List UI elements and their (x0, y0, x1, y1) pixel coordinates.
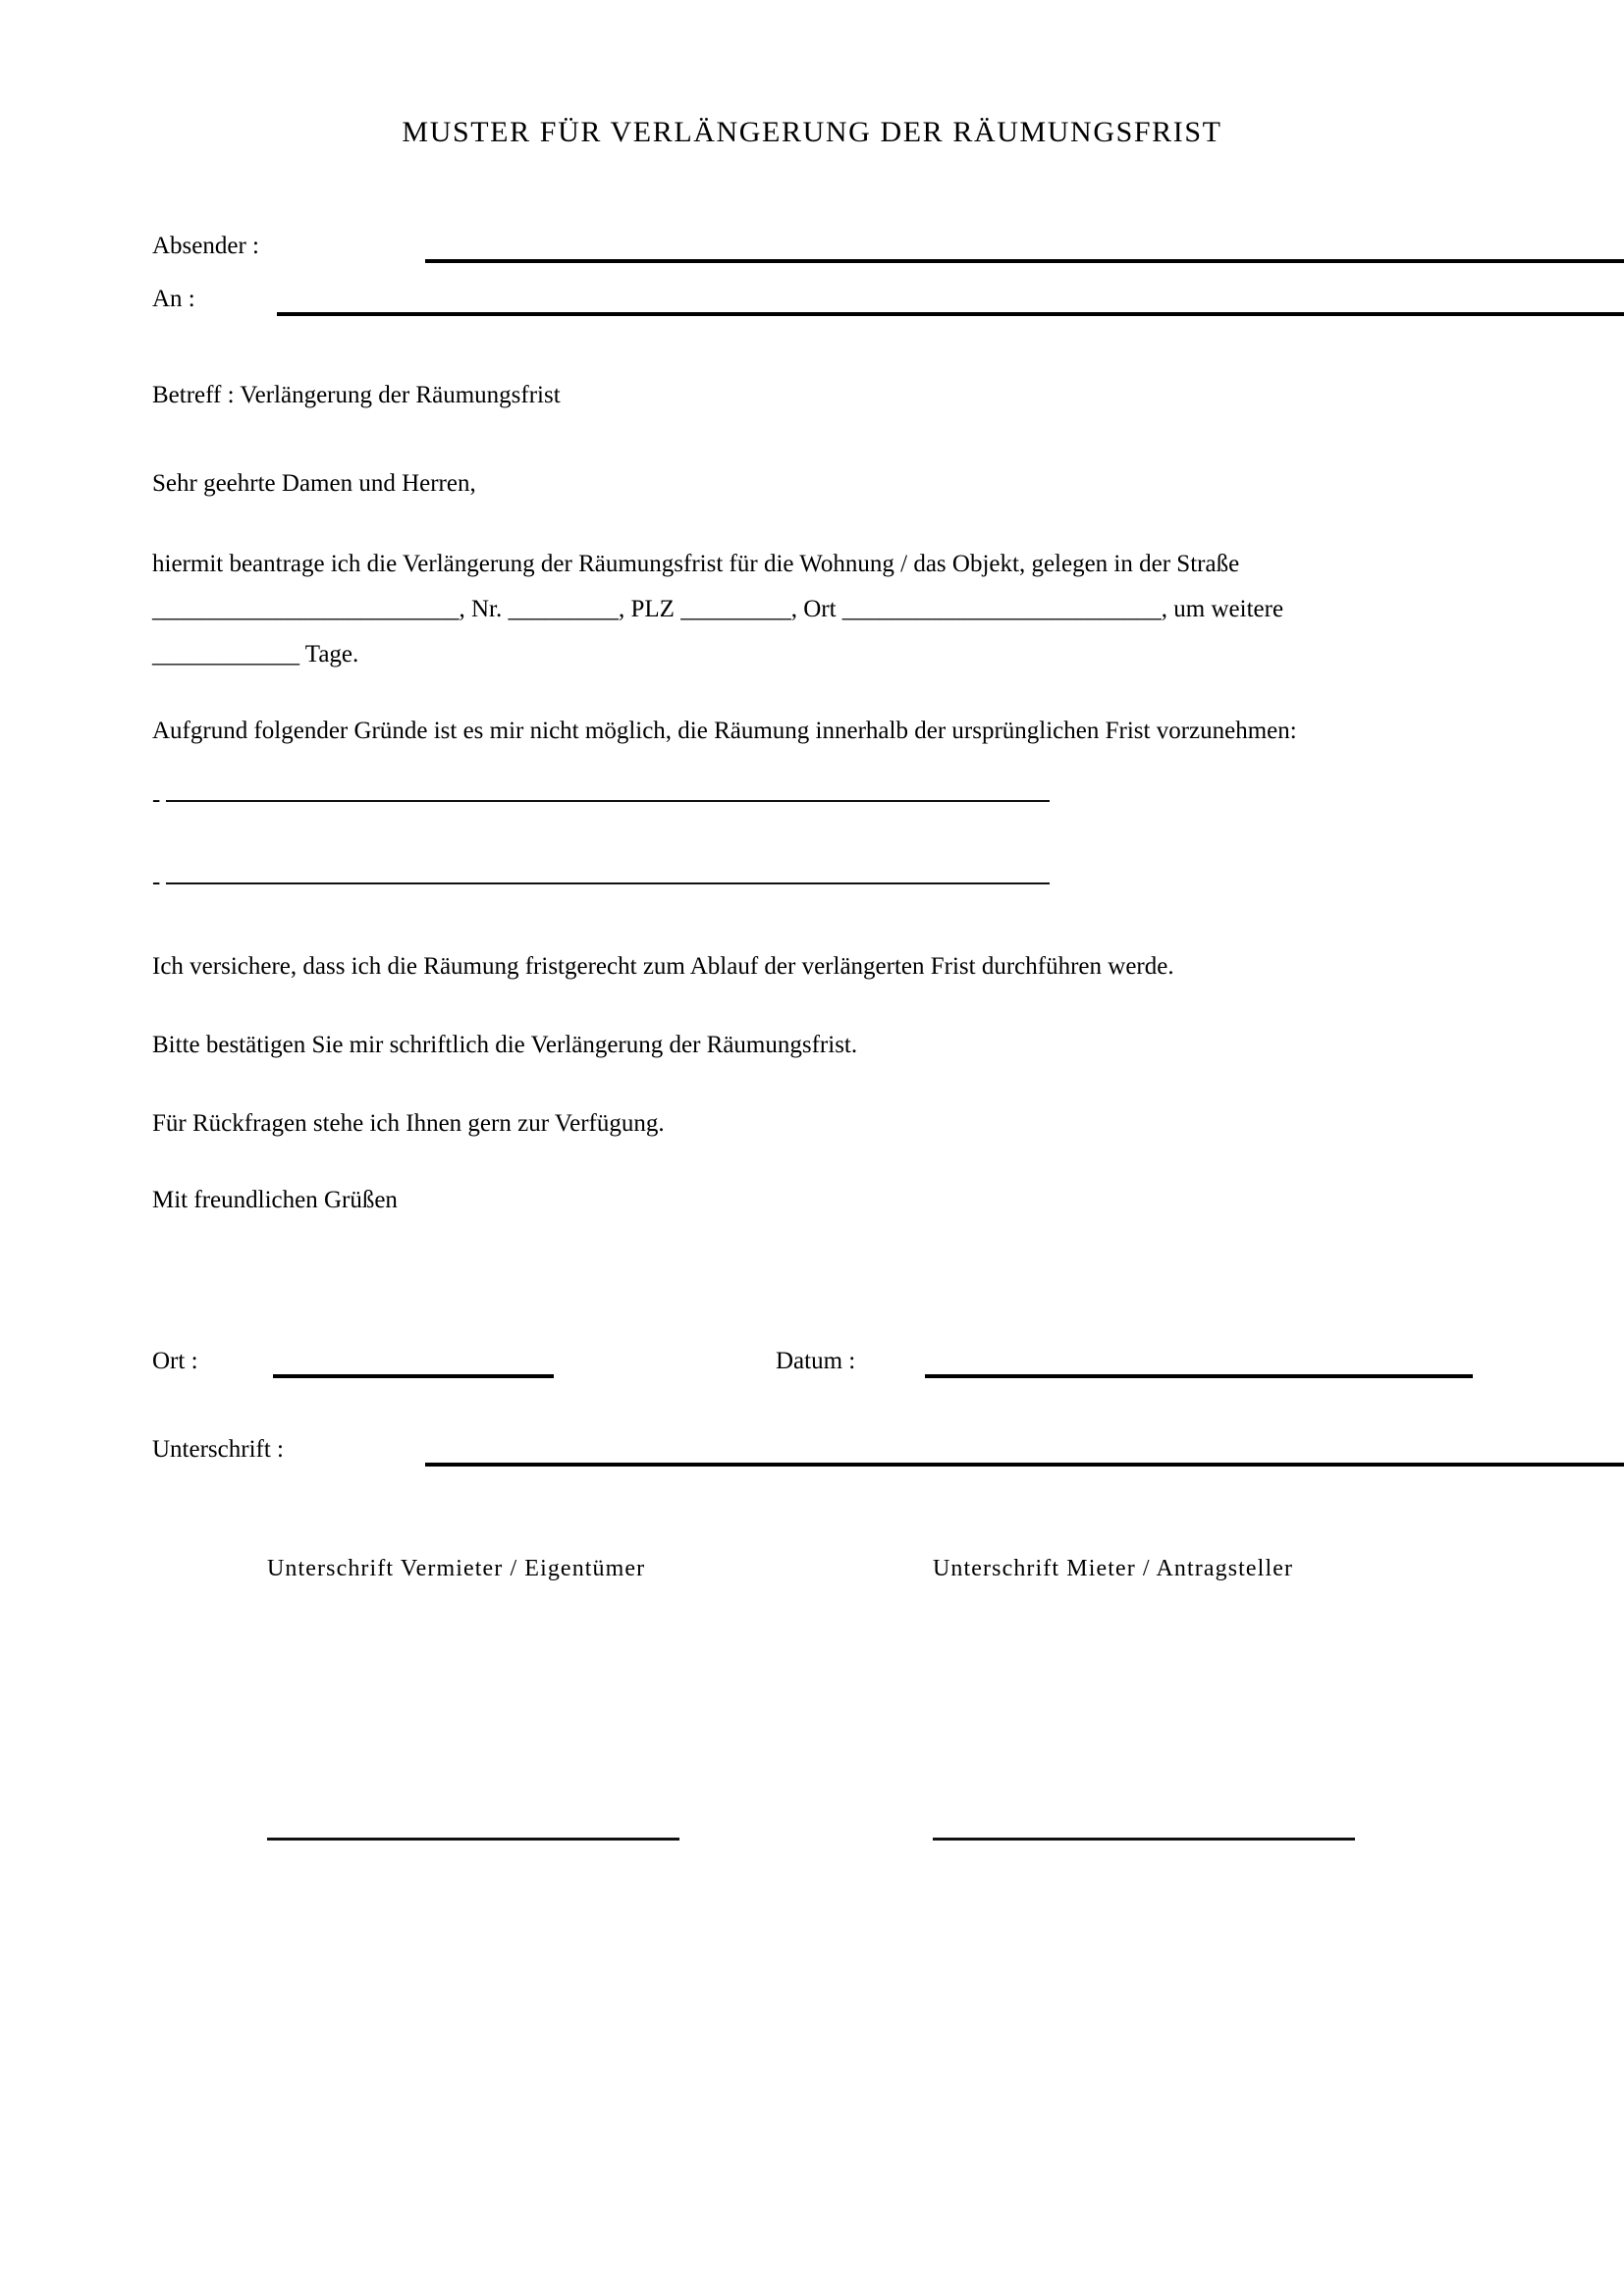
page-title: MUSTER FÜR VERLÄNGERUNG DER RÄUMUNGSFRIST (402, 116, 1222, 148)
subject-line: Betreff : Verlängerung der Räumungsfrist (152, 382, 561, 408)
signature-input-line[interactable] (425, 1463, 1624, 1467)
sender-input-line[interactable] (425, 259, 1624, 263)
days-unit-label: Tage. (299, 641, 359, 667)
recipient-label: An : (152, 286, 195, 312)
reason-input-line-1[interactable] (166, 800, 1050, 802)
recipient-field-row (152, 285, 1473, 318)
date-field-row (776, 1347, 1473, 1380)
city-blank[interactable]: __________________________ (841, 596, 1162, 622)
reason-entry-1 (152, 785, 1050, 815)
salutation: Sehr geehrte Damen und Herren, (152, 470, 476, 497)
reasons-intro: Aufgrund folgender Gründe ist es mir nicht möglich, die Räumung innerhalb der ursprünglichen Frist vorzunehmen: (152, 718, 1297, 744)
closing-greeting: Mit freundlichen Grüßen (152, 1187, 398, 1213)
tenant-signature-line[interactable] (933, 1838, 1355, 1841)
questions-paragraph: Für Rückfragen stehe ich Ihnen gern zur Verfügung. (152, 1110, 665, 1137)
days-blank[interactable]: ____________ (152, 641, 299, 667)
request-paragraph-line-3 (152, 632, 358, 677)
zip-blank[interactable]: _________ (680, 596, 791, 622)
place-input-line[interactable] (273, 1374, 554, 1378)
signature-label: Unterschrift : (152, 1436, 284, 1463)
house-number-blank[interactable]: _________ (508, 596, 619, 622)
landlord-signature-line[interactable] (267, 1838, 679, 1841)
sender-label: Absender : (152, 233, 259, 259)
signature-field-row (152, 1435, 1473, 1468)
assurance-paragraph: Ich versichere, dass ich die Räumung fristgerecht zum Ablauf der verlängerten Frist durchführen werde. (152, 953, 1174, 980)
place-label: Ort : (152, 1348, 198, 1374)
street-blank[interactable]: _________________________ (152, 596, 460, 622)
tenant-signature-caption: Unterschrift Mieter / Antragsteller (933, 1556, 1294, 1581)
date-label: Datum : (776, 1348, 856, 1374)
days-separator: , um weitere (1161, 596, 1284, 622)
reason-bullet-2: - (152, 869, 161, 895)
sender-field-row (152, 232, 1473, 265)
landlord-signature-caption: Unterschrift Vermieter / Eigentümer (267, 1556, 646, 1581)
reason-entry-2 (152, 868, 1050, 897)
confirmation-request-paragraph: Bitte bestätigen Sie mir schriftlich die Verlängerung der Räumungsfrist. (152, 1032, 858, 1058)
request-paragraph-line-2 (152, 587, 1283, 632)
date-input-line[interactable] (925, 1374, 1473, 1378)
city-separator: , Ort (790, 596, 842, 622)
request-paragraph-line-1: hiermit beantrage ich die Verlängerung der Räumungsfrist für die Wohnung / das Objekt, gelegen in der Straße (152, 551, 1240, 577)
street-separator: , Nr. (459, 596, 509, 622)
reason-bullet-1: - (152, 786, 161, 813)
recipient-input-line[interactable] (277, 312, 1624, 316)
reason-input-line-2[interactable] (166, 882, 1050, 884)
zip-separator: , PLZ (619, 596, 681, 622)
